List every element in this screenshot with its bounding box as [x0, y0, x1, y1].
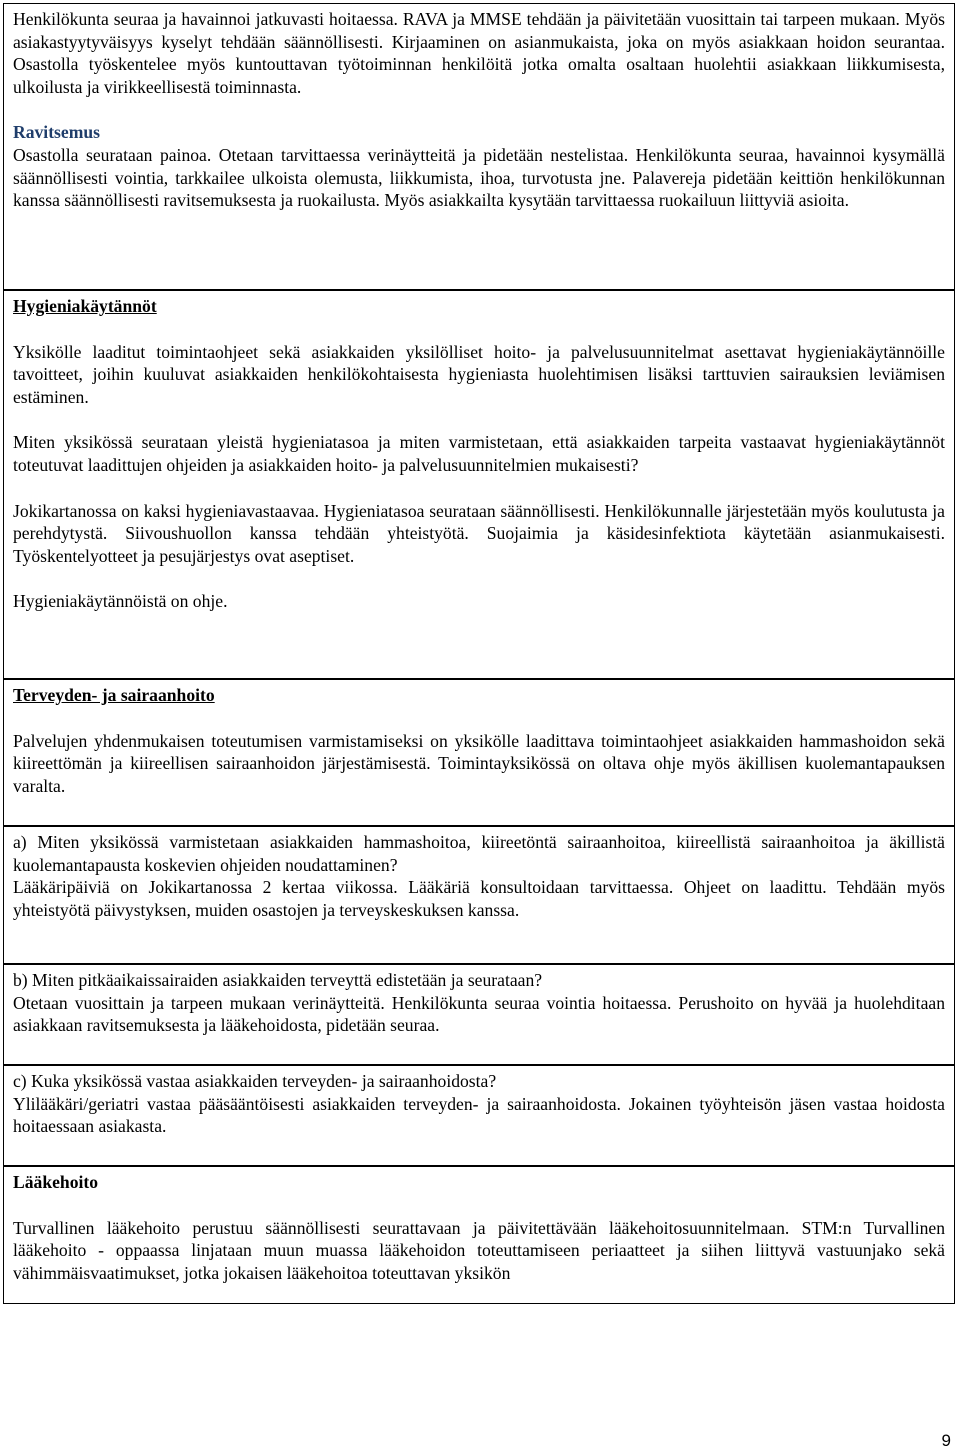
medication-paragraph: Turvallinen lääkehoito perustuu säännöllisesti seurattavaan ja päivitettävään lääkehoitosuunnitelmaan. STM:n Turvallinen lääkehoito - oppaassa linjataan muun muassa lääkehoidon toteuttamiseen periaatteet ja siihen liittyvä vastuunjako sekä vähimmäisvaatimukset, jotka jokaisen lääkehoitoa toteuttavan yksikön — [13, 1217, 945, 1283]
section-monitoring-nutrition — [3, 3, 955, 290]
nutrition-heading: Ravitsemus — [13, 122, 100, 143]
section-question-c — [3, 1065, 955, 1166]
answer-a: Lääkäripäiviä on Jokikartanossa 2 kertaa viikossa. Lääkäriä konsultoidaan tarvittaessa. Ohjeet on laadittu. Tehdään myös yhteistyötä päivystyksen, muiden osastojen ja terveyskeskuksen kanssa. — [13, 877, 945, 920]
hygiene-answer: Jokikartanossa on kaksi hygieniavastaavaa. Hygieniatasoa seurataan säännöllisesti. Henkilökunnalle järjestetään myös koulutusta ja perehdytystä. Siivoushuollon kanssa tehdään yhteistyötä. Suojaimia ja käsidesinfektiota käytetään asianmukaisesti. Työskentelyotteet ja pesujärjestys ovat aseptiset. — [13, 500, 945, 566]
section-hygiene — [3, 290, 955, 679]
answer-c: Ylilääkäri/geriatri vastaa pääsääntöisesti asiakkaiden terveyden- ja sairaanhoidosta. Jokainen työyhteisön jäsen vastaa hoidosta hoitaessaan asiakasta. — [13, 1093, 945, 1137]
hygiene-guideline: Hygieniakäytännöistä on ohje. — [13, 591, 228, 612]
answer-b: Otetaan vuosittain ja tarpeen mukaan verinäytteitä. Henkilökunta seuraa vointia hoitaessa. Perushoito on hyvää ja huolehditaan asiakkaan ravitsemuksesta ja lääkehoidosta, pidetään seuraa. — [13, 992, 945, 1036]
hygiene-intro-paragraph: Yksikölle laaditut toimintaohjeet sekä asiakkaiden yksilölliset hoito- ja palvelusuunnitelmat asettavat hygieniakäytännöille tavoitteet, joihin kuuluvat asiakkaiden henkilökohtaisesta hygieniasta huolehtimisen lisäksi tarttuvien sairauksien leviämisen estäminen. — [13, 341, 945, 407]
question-b: b) Miten pitkäaikaissairaiden asiakkaiden terveyttä edistetään ja seurataan? — [13, 970, 543, 990]
hygiene-heading: Hygieniakäytännöt — [13, 296, 157, 316]
hygiene-question: Miten yksikössä seurataan yleistä hygieniatasoa ja miten varmistetaan, että asiakkaiden tarpeita vastaavat hygieniakäytännöt toteutuvat laadittujen ohjeiden ja asiakkaiden hoito- ja palvelusuunnitelmien mukaisesti? — [13, 432, 945, 475]
section-question-b — [3, 964, 955, 1065]
page-number: 9 — [941, 1431, 951, 1450]
health-care-heading: Terveyden- ja sairaanhoito — [13, 685, 215, 705]
monitoring-paragraph: Henkilökunta seuraa ja havainnoi jatkuvasti hoitaessa. RAVA ja MMSE tehdään ja päivitetään vuosittain tai tarpeen mukaan. Myös asiakastyytyväisyys kyselyt tehdään säännöllisesti. Kirjaaminen on asianmukaista, joka on myös asiakkaan hoidon seurantaa. Osastolla työskentelee myös kuntouttavan työtoiminnan henkilöitä jotka omalta osaltaan huolehtii asiakkaan liikkumisesta, ulkoilusta ja virikkeellisestä toiminnasta. — [13, 9, 945, 97]
question-a: a) Miten yksikössä varmistetaan asiakkaiden hammashoitoa, kiireetöntä sairaanhoitoa, kiireellistä sairaanhoitoa ja äkillistä kuolemantapausta koskevien ohjeiden noudattaminen? — [13, 832, 945, 875]
health-care-paragraph: Palvelujen yhdenmukaisen toteutumisen varmistamiseksi on yksikölle laadittava toimintaohjeet asiakkaiden hammashoidon sekä kiireettömän ja kiireellisen sairaanhoidon järjestämisestä. Toimintayksikössä on oltava ohje myös äkillisen kuolemantapauksen varalta. — [13, 730, 945, 796]
section-medication — [3, 1166, 955, 1304]
section-health-care — [3, 679, 955, 826]
section-question-a — [3, 826, 955, 964]
question-c: c) Kuka yksikössä vastaa asiakkaiden terveyden- ja sairaanhoidosta? — [13, 1071, 497, 1091]
nutrition-paragraph: Osastolla seurataan painoa. Otetaan tarvittaessa verinäytteitä ja pidetään nestelistaa. Henkilökunta seuraa, havainnoi kysymällä säännöllisesti vointia, tarkkailee ulkoista olemusta, liikkumista, ihoa, turvotusta jne. Palavereja pidetään keittiön henkilökunnan kanssa säännöllisesti ravitsemuksesta ja ruokailusta. Myös asiakkailta kysytään tarvittaessa ruokailuun liittyviä asioita. — [13, 144, 945, 211]
medication-heading: Lääkehoito — [13, 1172, 99, 1192]
